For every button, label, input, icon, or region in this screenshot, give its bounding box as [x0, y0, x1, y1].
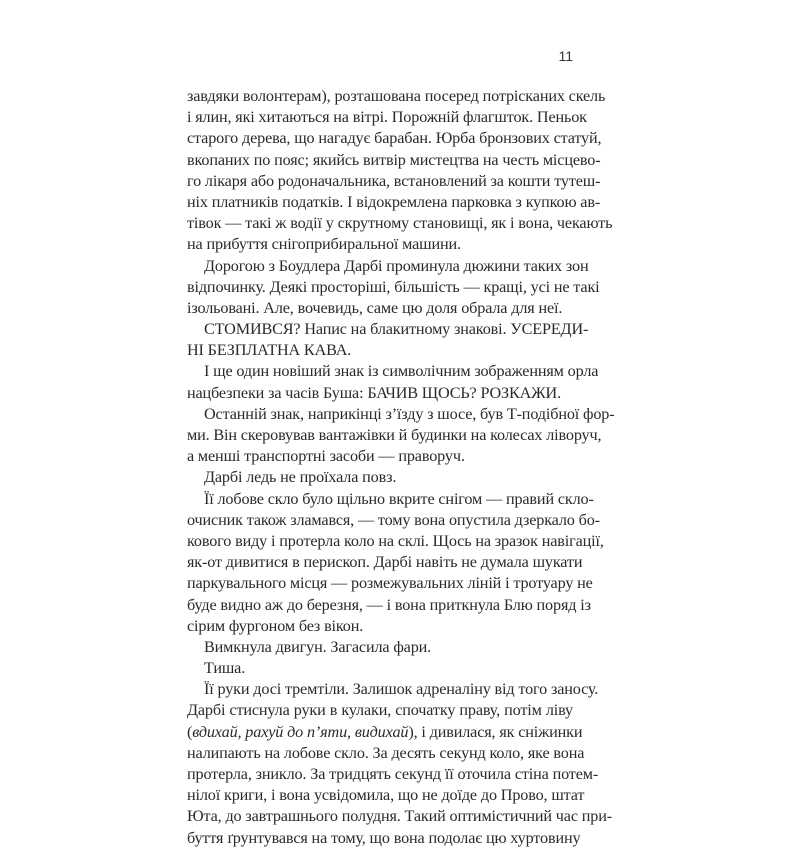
text-line: нілої криги, і вона усвідомила, що не доїде до Прово, штат	[187, 786, 585, 805]
text-segment: ), і дивилася, як сніжинки	[408, 722, 583, 741]
text-line: сірим фургоном без вікон.	[187, 616, 364, 635]
text-line: як-от дивитися в перископ. Дарбі навіть не думала шукати	[187, 553, 583, 572]
text-line: ніх платників податків. І відокремлена парковка з купкою ав-	[187, 192, 601, 211]
text-line: го лікаря або родоначальника, встановлений за кошти тутеш-	[187, 171, 601, 190]
text-line: буття ґрунтувався на тому, що вона подолає цю хуртовину	[187, 828, 581, 847]
text-line: нацбезпеки за часів Буша: БАЧИВ ЩОСЬ? РОЗКАЖИ.	[187, 383, 561, 402]
text-line: НІ БЕЗПЛАТНА КАВА.	[187, 341, 352, 360]
text-line: паркувального місця — розмежувальних ліній і тротуару не	[187, 574, 593, 593]
text-line: Її лобове скло було щільно вкрите снігом — правий склo-	[204, 489, 594, 508]
text-line: протерла, зникло. За тридцять секунд її оточила стіна потем-	[187, 765, 599, 783]
text-line: І ще один новіший знак із символічним зображенням орла	[204, 362, 599, 381]
text-line: завдяки волонтерам), розташована посеред потрісканих скель	[187, 87, 606, 105]
text-line: налипають на лобове скло. За десять секунд коло, яке вона	[187, 743, 585, 762]
text-segment: (	[187, 722, 193, 741]
text-line: старого дерева, що нагадує барабан. Юрба бронзових статуй,	[187, 129, 602, 148]
text-line: Останній знак, наприкінці з’їзду з шосе, був Т-подібної фор-	[204, 404, 615, 423]
text-line: і ялин, які хитаються на вітрі. Порожній флагшток. Пеньок	[187, 108, 587, 127]
page-number: 11	[558, 48, 573, 64]
text-line: Юта, до завтрашнього полудня. Такий оптимістичний час при-	[187, 807, 612, 826]
text-line: кового виду і протерла коло на склі. Щось на зразок навігації,	[187, 531, 604, 550]
text-line: вкопаних по пояс; якийсь витвір мистецтва на честь місцево-	[187, 150, 601, 169]
body-text	[187, 86, 615, 849]
text-line: тівок — такі ж водії у скрутному становищі, як і вона, чекають	[187, 214, 613, 233]
text-line: ми. Він скеровував вантажівки й будинки на колесах ліворуч,	[187, 426, 602, 444]
text-line: Дарбі стиснула руки в кулаки, спочатку праву, потім ліву	[187, 701, 573, 720]
text-line: на прибуття снігоприбиральної машини.	[187, 235, 461, 254]
text-line: відпочинку. Деякі просторіші, більшість — кращі, усі не такі	[187, 277, 600, 296]
text-line: Її руки досі тремтіли. Залишок адреналіну від того заносу.	[204, 680, 599, 699]
text-line	[187, 722, 583, 743]
text-line: очисник також зламався, — тому вона опустила дзеркало бо-	[187, 510, 600, 529]
text-line: буде видно аж до березня, — і вона приткнула Блю поряд із	[187, 595, 591, 614]
text-line: Тиша.	[204, 659, 246, 678]
text-line: Дарбі ледь не проїхала повз.	[204, 468, 397, 487]
text-line: а менші транспортні засоби — праворуч.	[187, 447, 465, 466]
text-line: Дорогою з Боудлера Дарбі проминула дюжини таких зон	[204, 256, 589, 275]
italic-segment: вдихай, рахуй до п’яти, видихай	[192, 722, 409, 741]
text-line: ізольовані. Але, вочевидь, саме цю доля обрала для неї.	[187, 298, 563, 317]
text-line: СТОМИВСЯ? Напис на блакитному знакові. УСЕРЕДИ-	[204, 320, 589, 339]
text-line: Вимкнула двигун. Загасила фари.	[204, 637, 432, 656]
